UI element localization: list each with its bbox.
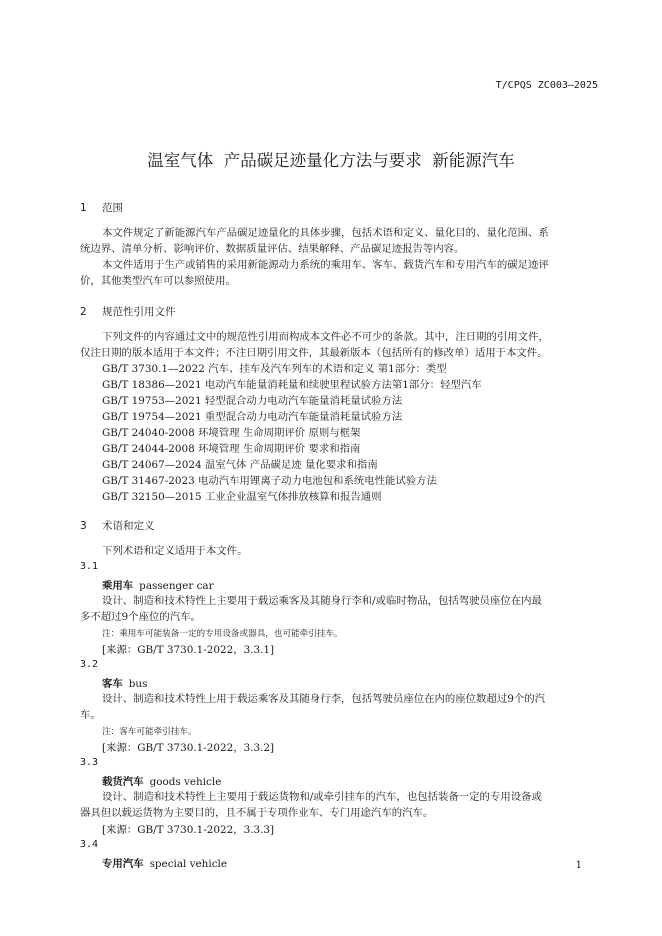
- definition-line: 设计、制造和技术特性上用于载运乘客及其随身行李，包括驾驶员座位在内的座位数超过9个的汽: [102, 693, 546, 705]
- clause-number: 3.3: [80, 757, 99, 768]
- definition-line: 设计、制造和技术特性上主要用于载运货物和/或牵引挂车的汽车，也包括装备一定的专用设备或: [102, 791, 542, 803]
- term-zh: 乘用车: [102, 580, 134, 592]
- term-entry: [102, 855, 227, 870]
- paragraph-line: 本文件规定了新能源汽车产品碳足迹量化的具体步骤，包括术语和定义、量化目的、量化范围、系: [102, 227, 549, 239]
- term-zh: 专用汽车: [102, 858, 144, 870]
- section-number: 3: [80, 520, 87, 532]
- term-en: special vehicle: [149, 858, 227, 870]
- reference-item: GB/T 32150—2015 工业企业温室气体排放核算和报告通则: [102, 491, 382, 503]
- term-entry: [102, 773, 221, 788]
- reference-item: GB/T 19753—2021 轻型混合动力电动汽车能量消耗量试验方法: [102, 395, 403, 407]
- reference-item: GB/T 24040-2008 环境管理 生命周期评价 原则与框架: [102, 427, 361, 439]
- paragraph-line: 仅注日期的版本适用于本文件；不注日期引用文件，其最新版本（包括所有的修改单）适用于本文件。: [80, 347, 548, 359]
- clause-number: 3.2: [80, 659, 99, 670]
- definition-line: 多不超过9个座位的汽车。: [80, 611, 201, 623]
- term-en: bus: [128, 678, 148, 690]
- section-number: 1: [80, 202, 87, 214]
- term-en: passenger car: [139, 580, 214, 592]
- reference-item: GB/T 31467-2023 电动汽车用锂离子动力电池包和系统电性能试验方法: [102, 475, 437, 487]
- section-2-heading: [80, 304, 176, 319]
- term-source: [来源：GB/T 3730.1-2022，3.3.2]: [102, 742, 275, 754]
- term-entry: [102, 675, 147, 690]
- page-number: 1: [575, 860, 582, 871]
- section-title: 术语和定义: [102, 520, 155, 532]
- section-title: 范围: [102, 202, 123, 214]
- document-title: 温室气体 产品碳足迹量化方法与要求 新能源汽车: [147, 151, 515, 170]
- paragraph-line: 价，其他类型汽车可以参照使用。: [80, 275, 236, 287]
- section-1-heading: [80, 200, 123, 215]
- document-number: T/CPQS ZC003—2025: [495, 80, 598, 91]
- term-note: 注：乘用车可能装备一定的专用设备或器具，也可能牵引挂车。: [102, 629, 343, 639]
- reference-item: GB/T 3730.1—2022 汽车、挂车及汽车列车的术语和定义 第1部分：类型: [102, 363, 447, 375]
- term-zh: 载货汽车: [102, 776, 144, 788]
- clause-number: 3.4: [80, 839, 99, 850]
- paragraph-line: 统边界、清单分析、影响评价、数据质量评估、结果解释、产品碳足迹报告等内容。: [80, 243, 465, 255]
- paragraph-line: 下列文件的内容通过文中的规范性引用而构成本文件必不可少的条款。其中，注日期的引用文件，: [102, 331, 549, 343]
- term-note: 注：客车可能牵引挂车。: [102, 727, 197, 737]
- term-en: goods vehicle: [149, 776, 222, 788]
- section-number: 2: [80, 306, 87, 318]
- term-zh: 客车: [102, 678, 123, 690]
- term-source: [来源：GB/T 3730.1-2022，3.3.1]: [102, 644, 275, 656]
- definition-line: 车。: [80, 709, 101, 721]
- paragraph-line: 本文件适用于生产或销售的采用新能源动力系统的乘用车、客车、载货汽车和专用汽车的碳足迹评: [102, 259, 549, 271]
- definition-line: 设计、制造和技术特性上主要用于载运乘客及其随身行李和/或临时物品，包括驾驶员座位在内最: [102, 595, 542, 607]
- reference-item: GB/T 18386—2021 电动汽车能量消耗量和续驶里程试验方法第1部分：轻型汽车: [102, 379, 482, 391]
- definition-line: 器具但以载运货物为主要目的，且不属于专项作业车、专门用途汽车的汽车。: [80, 807, 434, 819]
- paragraph-line: 下列术语和定义适用于本文件。: [102, 545, 248, 557]
- clause-number: 3.1: [80, 561, 99, 572]
- term-entry: [102, 577, 214, 592]
- reference-item: GB/T 24044-2008 环境管理 生命周期评价 要求和指南: [102, 443, 361, 455]
- section-3-heading: [80, 518, 155, 533]
- reference-item: GB/T 19754—2021 重型混合动力电动汽车能量消耗量试验方法: [102, 411, 403, 423]
- term-source: [来源：GB/T 3730.1-2022，3.3.3]: [102, 824, 275, 836]
- reference-item: GB/T 24067—2024 温室气体 产品碳足迹 量化要求和指南: [102, 459, 378, 471]
- section-title: 规范性引用文件: [102, 306, 176, 318]
